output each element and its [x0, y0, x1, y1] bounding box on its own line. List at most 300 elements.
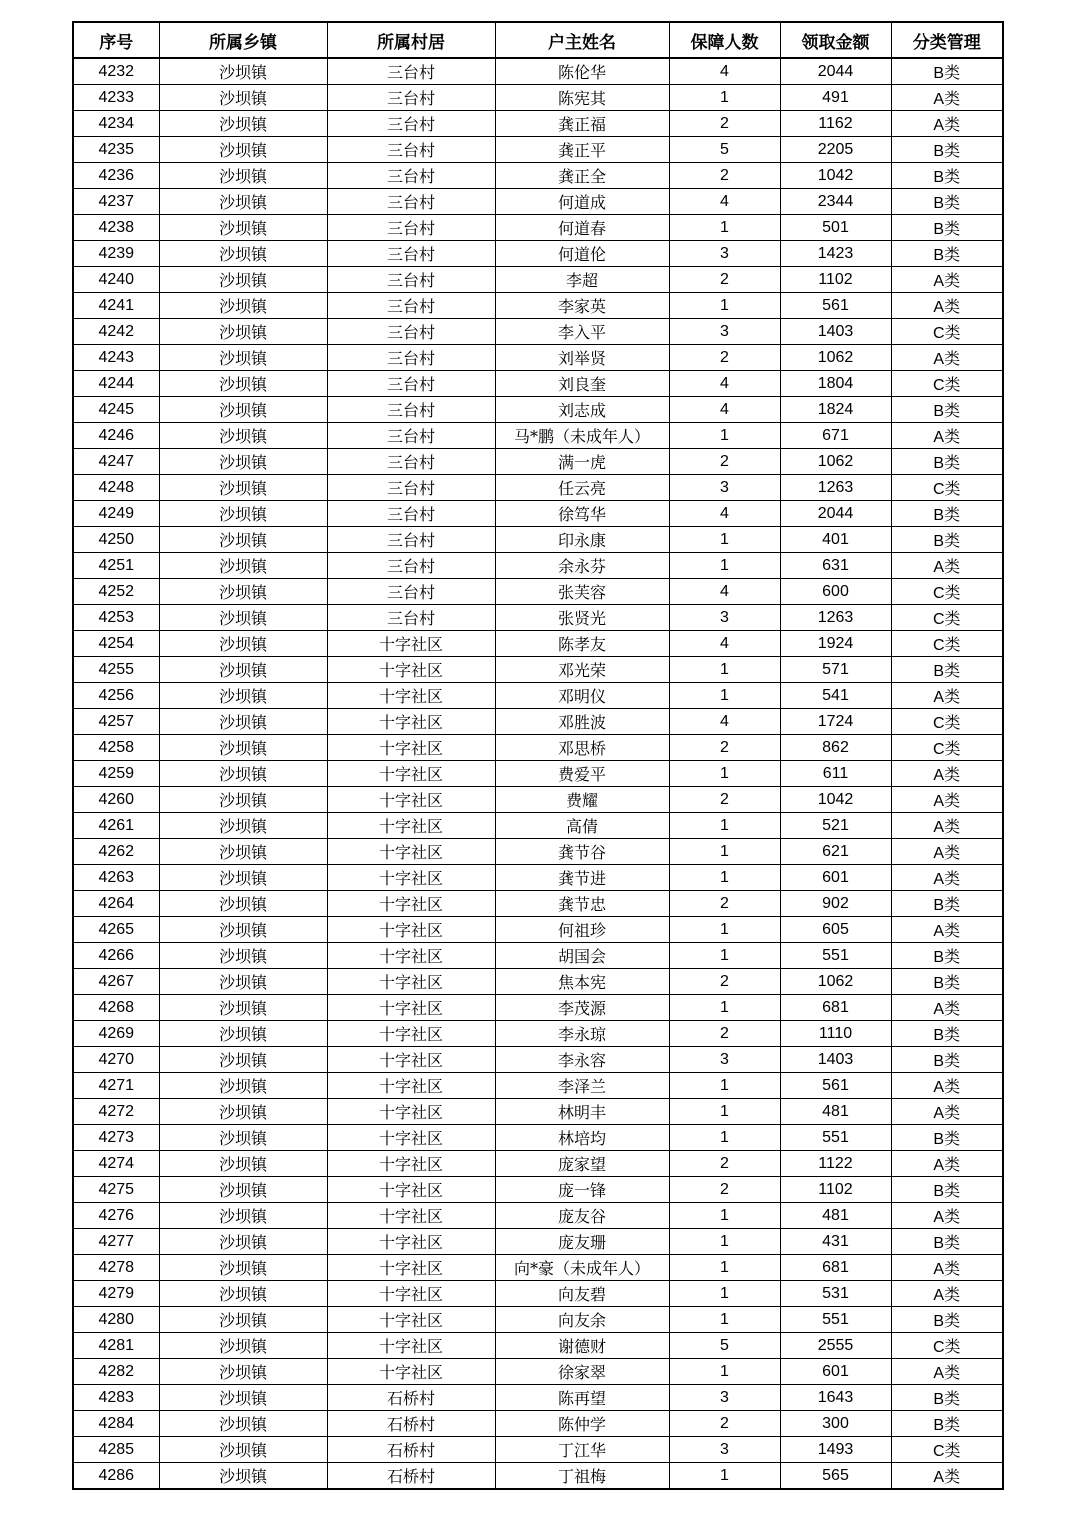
serial-number-cell: 4242	[73, 319, 159, 345]
township-cell: 沙坝镇	[159, 1177, 327, 1203]
table-row	[73, 189, 1003, 215]
covered-persons-cell: 1	[669, 1229, 780, 1255]
serial-number-cell: 4243	[73, 345, 159, 371]
serial-number-cell: 4254	[73, 631, 159, 657]
household-head-cell: 余永芬	[495, 553, 669, 579]
covered-persons-cell: 1	[669, 865, 780, 891]
covered-persons-cell: 2	[669, 1177, 780, 1203]
covered-persons-cell: 4	[669, 579, 780, 605]
serial-number-cell: 4241	[73, 293, 159, 319]
category-cell: B类	[891, 1125, 1003, 1151]
category-cell: B类	[891, 449, 1003, 475]
table-row	[73, 657, 1003, 683]
table-row	[73, 969, 1003, 995]
table-row	[73, 813, 1003, 839]
township-cell: 沙坝镇	[159, 891, 327, 917]
category-cell: A类	[891, 865, 1003, 891]
household-head-cell: 刘志成	[495, 397, 669, 423]
township-cell: 沙坝镇	[159, 449, 327, 475]
township-cell: 沙坝镇	[159, 1021, 327, 1047]
household-head-cell: 林培均	[495, 1125, 669, 1151]
table-row	[73, 1073, 1003, 1099]
serial-number-cell: 4247	[73, 449, 159, 475]
amount-cell: 1724	[780, 709, 891, 735]
village-cell: 三台村	[327, 345, 495, 371]
amount-cell: 300	[780, 1411, 891, 1437]
covered-persons-cell: 2	[669, 1411, 780, 1437]
category-cell: B类	[891, 397, 1003, 423]
serial-number-cell: 4238	[73, 215, 159, 241]
serial-number-cell: 4251	[73, 553, 159, 579]
serial-number-cell: 4269	[73, 1021, 159, 1047]
township-cell: 沙坝镇	[159, 527, 327, 553]
household-head-cell: 胡国会	[495, 943, 669, 969]
township-cell: 沙坝镇	[159, 267, 327, 293]
category-cell: B类	[891, 1307, 1003, 1333]
village-cell: 石桥村	[327, 1385, 495, 1411]
header-row	[73, 22, 1003, 58]
serial-number-cell: 4280	[73, 1307, 159, 1333]
household-head-cell: 庞友珊	[495, 1229, 669, 1255]
township-cell: 沙坝镇	[159, 241, 327, 267]
village-cell: 石桥村	[327, 1463, 495, 1490]
covered-persons-cell: 1	[669, 943, 780, 969]
category-cell: A类	[891, 1463, 1003, 1490]
township-cell: 沙坝镇	[159, 1411, 327, 1437]
amount-cell: 1062	[780, 449, 891, 475]
covered-persons-cell: 2	[669, 1151, 780, 1177]
village-cell: 十字社区	[327, 917, 495, 943]
amount-cell: 1493	[780, 1437, 891, 1463]
covered-persons-cell: 4	[669, 371, 780, 397]
header-category: 分类管理	[891, 22, 1003, 58]
category-cell: A类	[891, 1255, 1003, 1281]
category-cell: C类	[891, 371, 1003, 397]
amount-cell: 1924	[780, 631, 891, 657]
category-cell: C类	[891, 475, 1003, 501]
category-cell: C类	[891, 579, 1003, 605]
table-row	[73, 501, 1003, 527]
table-row	[73, 1255, 1003, 1281]
category-cell: B类	[891, 1021, 1003, 1047]
township-cell: 沙坝镇	[159, 189, 327, 215]
covered-persons-cell: 2	[669, 267, 780, 293]
covered-persons-cell: 4	[669, 189, 780, 215]
serial-number-cell: 4279	[73, 1281, 159, 1307]
township-cell: 沙坝镇	[159, 1281, 327, 1307]
village-cell: 十字社区	[327, 839, 495, 865]
township-cell: 沙坝镇	[159, 1359, 327, 1385]
covered-persons-cell: 1	[669, 657, 780, 683]
covered-persons-cell: 1	[669, 1255, 780, 1281]
category-cell: C类	[891, 735, 1003, 761]
table-row	[73, 527, 1003, 553]
township-cell: 沙坝镇	[159, 163, 327, 189]
village-cell: 十字社区	[327, 865, 495, 891]
covered-persons-cell: 3	[669, 319, 780, 345]
serial-number-cell: 4268	[73, 995, 159, 1021]
category-cell: A类	[891, 1151, 1003, 1177]
table-row	[73, 943, 1003, 969]
category-cell: A类	[891, 1359, 1003, 1385]
household-head-cell: 龚节进	[495, 865, 669, 891]
amount-cell: 681	[780, 995, 891, 1021]
covered-persons-cell: 1	[669, 527, 780, 553]
category-cell: B类	[891, 943, 1003, 969]
category-cell: C类	[891, 319, 1003, 345]
household-head-cell: 陈孝友	[495, 631, 669, 657]
table-row	[73, 709, 1003, 735]
amount-cell: 600	[780, 579, 891, 605]
category-cell: A类	[891, 917, 1003, 943]
table-row	[73, 1333, 1003, 1359]
covered-persons-cell: 3	[669, 475, 780, 501]
category-cell: A类	[891, 683, 1003, 709]
household-head-cell: 龚正福	[495, 111, 669, 137]
serial-number-cell: 4278	[73, 1255, 159, 1281]
table-row	[73, 85, 1003, 111]
household-head-cell: 庞友谷	[495, 1203, 669, 1229]
table-row	[73, 1177, 1003, 1203]
household-head-cell: 向*豪（未成年人）	[495, 1255, 669, 1281]
table-row	[73, 631, 1003, 657]
township-cell: 沙坝镇	[159, 995, 327, 1021]
township-cell: 沙坝镇	[159, 683, 327, 709]
village-cell: 十字社区	[327, 1151, 495, 1177]
category-cell: A类	[891, 995, 1003, 1021]
village-cell: 三台村	[327, 58, 495, 85]
table-row	[73, 1411, 1003, 1437]
table-row	[73, 111, 1003, 137]
category-cell: A类	[891, 423, 1003, 449]
village-cell: 石桥村	[327, 1437, 495, 1463]
household-head-cell: 何道伦	[495, 241, 669, 267]
covered-persons-cell: 1	[669, 293, 780, 319]
covered-persons-cell: 2	[669, 345, 780, 371]
category-cell: C类	[891, 1333, 1003, 1359]
township-cell: 沙坝镇	[159, 657, 327, 683]
category-cell: B类	[891, 1177, 1003, 1203]
table-row	[73, 605, 1003, 631]
covered-persons-cell: 5	[669, 137, 780, 163]
covered-persons-cell: 1	[669, 683, 780, 709]
covered-persons-cell: 2	[669, 163, 780, 189]
category-cell: A类	[891, 839, 1003, 865]
household-head-cell: 费爱平	[495, 761, 669, 787]
category-cell: B类	[891, 1229, 1003, 1255]
serial-number-cell: 4240	[73, 267, 159, 293]
amount-cell: 605	[780, 917, 891, 943]
category-cell: B类	[891, 163, 1003, 189]
village-cell: 三台村	[327, 293, 495, 319]
serial-number-cell: 4239	[73, 241, 159, 267]
village-cell: 三台村	[327, 527, 495, 553]
village-cell: 三台村	[327, 397, 495, 423]
amount-cell: 551	[780, 1307, 891, 1333]
village-cell: 十字社区	[327, 1099, 495, 1125]
village-cell: 三台村	[327, 319, 495, 345]
table-row	[73, 1125, 1003, 1151]
amount-cell: 551	[780, 1125, 891, 1151]
village-cell: 十字社区	[327, 995, 495, 1021]
covered-persons-cell: 1	[669, 917, 780, 943]
amount-cell: 561	[780, 1073, 891, 1099]
serial-number-cell: 4244	[73, 371, 159, 397]
table-row	[73, 1437, 1003, 1463]
village-cell: 十字社区	[327, 1073, 495, 1099]
household-head-cell: 庞一锋	[495, 1177, 669, 1203]
village-cell: 三台村	[327, 241, 495, 267]
village-cell: 三台村	[327, 371, 495, 397]
serial-number-cell: 4284	[73, 1411, 159, 1437]
amount-cell: 565	[780, 1463, 891, 1490]
covered-persons-cell: 3	[669, 605, 780, 631]
table-row	[73, 423, 1003, 449]
township-cell: 沙坝镇	[159, 1437, 327, 1463]
township-cell: 沙坝镇	[159, 423, 327, 449]
table-body	[73, 58, 1003, 1489]
serial-number-cell: 4234	[73, 111, 159, 137]
amount-cell: 541	[780, 683, 891, 709]
household-head-cell: 丁祖梅	[495, 1463, 669, 1490]
category-cell: C类	[891, 631, 1003, 657]
covered-persons-cell: 4	[669, 397, 780, 423]
covered-persons-cell: 1	[669, 423, 780, 449]
village-cell: 十字社区	[327, 657, 495, 683]
serial-number-cell: 4255	[73, 657, 159, 683]
table-row	[73, 345, 1003, 371]
header-serial-number: 序号	[73, 22, 159, 58]
village-cell: 三台村	[327, 553, 495, 579]
household-head-cell: 龚节谷	[495, 839, 669, 865]
township-cell: 沙坝镇	[159, 605, 327, 631]
serial-number-cell: 4264	[73, 891, 159, 917]
village-cell: 十字社区	[327, 1255, 495, 1281]
category-cell: B类	[891, 189, 1003, 215]
village-cell: 十字社区	[327, 1125, 495, 1151]
category-cell: B类	[891, 657, 1003, 683]
table-row	[73, 215, 1003, 241]
household-head-cell: 焦本宪	[495, 969, 669, 995]
township-cell: 沙坝镇	[159, 839, 327, 865]
covered-persons-cell: 1	[669, 1099, 780, 1125]
amount-cell: 611	[780, 761, 891, 787]
village-cell: 三台村	[327, 189, 495, 215]
table-row	[73, 761, 1003, 787]
table-row	[73, 1047, 1003, 1073]
amount-cell: 1062	[780, 969, 891, 995]
covered-persons-cell: 1	[669, 1307, 780, 1333]
household-head-cell: 任云亮	[495, 475, 669, 501]
village-cell: 三台村	[327, 579, 495, 605]
village-cell: 十字社区	[327, 1359, 495, 1385]
header-village: 所属村居	[327, 22, 495, 58]
amount-cell: 1423	[780, 241, 891, 267]
amount-cell: 551	[780, 943, 891, 969]
township-cell: 沙坝镇	[159, 787, 327, 813]
covered-persons-cell: 1	[669, 1359, 780, 1385]
household-head-cell: 丁江华	[495, 1437, 669, 1463]
amount-cell: 1042	[780, 787, 891, 813]
table-row	[73, 839, 1003, 865]
household-head-cell: 陈宪其	[495, 85, 669, 111]
covered-persons-cell: 1	[669, 215, 780, 241]
township-cell: 沙坝镇	[159, 58, 327, 85]
serial-number-cell: 4263	[73, 865, 159, 891]
amount-cell: 1403	[780, 319, 891, 345]
amount-cell: 571	[780, 657, 891, 683]
township-cell: 沙坝镇	[159, 553, 327, 579]
household-head-cell: 李超	[495, 267, 669, 293]
village-cell: 十字社区	[327, 943, 495, 969]
header-amount: 领取金额	[780, 22, 891, 58]
serial-number-cell: 4235	[73, 137, 159, 163]
table-row	[73, 787, 1003, 813]
amount-cell: 1062	[780, 345, 891, 371]
table-row	[73, 1151, 1003, 1177]
covered-persons-cell: 4	[669, 501, 780, 527]
serial-number-cell: 4250	[73, 527, 159, 553]
serial-number-cell: 4249	[73, 501, 159, 527]
amount-cell: 481	[780, 1203, 891, 1229]
table-header	[73, 22, 1003, 58]
serial-number-cell: 4261	[73, 813, 159, 839]
category-cell: A类	[891, 1073, 1003, 1099]
township-cell: 沙坝镇	[159, 1047, 327, 1073]
amount-cell: 1643	[780, 1385, 891, 1411]
table-row	[73, 995, 1003, 1021]
serial-number-cell: 4267	[73, 969, 159, 995]
serial-number-cell: 4277	[73, 1229, 159, 1255]
category-cell: B类	[891, 1385, 1003, 1411]
category-cell: A类	[891, 1281, 1003, 1307]
serial-number-cell: 4273	[73, 1125, 159, 1151]
serial-number-cell: 4256	[73, 683, 159, 709]
village-cell: 十字社区	[327, 1203, 495, 1229]
household-head-cell: 向友碧	[495, 1281, 669, 1307]
serial-number-cell: 4276	[73, 1203, 159, 1229]
village-cell: 石桥村	[327, 1411, 495, 1437]
household-head-cell: 何道成	[495, 189, 669, 215]
covered-persons-cell: 1	[669, 813, 780, 839]
amount-cell: 481	[780, 1099, 891, 1125]
township-cell: 沙坝镇	[159, 813, 327, 839]
township-cell: 沙坝镇	[159, 1229, 327, 1255]
table-row	[73, 1307, 1003, 1333]
amount-cell: 601	[780, 865, 891, 891]
table-row	[73, 1281, 1003, 1307]
household-head-cell: 何祖珍	[495, 917, 669, 943]
table-row	[73, 683, 1003, 709]
category-cell: B类	[891, 501, 1003, 527]
household-head-cell: 李入平	[495, 319, 669, 345]
amount-cell: 601	[780, 1359, 891, 1385]
serial-number-cell: 4258	[73, 735, 159, 761]
serial-number-cell: 4262	[73, 839, 159, 865]
village-cell: 三台村	[327, 475, 495, 501]
covered-persons-cell: 1	[669, 1281, 780, 1307]
village-cell: 三台村	[327, 85, 495, 111]
amount-cell: 2555	[780, 1333, 891, 1359]
village-cell: 三台村	[327, 137, 495, 163]
amount-cell: 501	[780, 215, 891, 241]
serial-number-cell: 4236	[73, 163, 159, 189]
covered-persons-cell: 2	[669, 735, 780, 761]
category-cell: A类	[891, 761, 1003, 787]
household-head-cell: 谢德财	[495, 1333, 669, 1359]
serial-number-cell: 4232	[73, 58, 159, 85]
covered-persons-cell: 1	[669, 995, 780, 1021]
category-cell: C类	[891, 1437, 1003, 1463]
covered-persons-cell: 3	[669, 1385, 780, 1411]
township-cell: 沙坝镇	[159, 1307, 327, 1333]
village-cell: 三台村	[327, 111, 495, 137]
serial-number-cell: 4283	[73, 1385, 159, 1411]
village-cell: 十字社区	[327, 709, 495, 735]
covered-persons-cell: 4	[669, 631, 780, 657]
amount-cell: 1102	[780, 1177, 891, 1203]
amount-cell: 491	[780, 85, 891, 111]
covered-persons-cell: 1	[669, 553, 780, 579]
category-cell: A类	[891, 267, 1003, 293]
category-cell: A类	[891, 293, 1003, 319]
amount-cell: 521	[780, 813, 891, 839]
category-cell: C类	[891, 605, 1003, 631]
village-cell: 十字社区	[327, 969, 495, 995]
category-cell: B类	[891, 137, 1003, 163]
amount-cell: 1122	[780, 1151, 891, 1177]
serial-number-cell: 4266	[73, 943, 159, 969]
amount-cell: 1824	[780, 397, 891, 423]
township-cell: 沙坝镇	[159, 579, 327, 605]
village-cell: 十字社区	[327, 1281, 495, 1307]
township-cell: 沙坝镇	[159, 111, 327, 137]
household-head-cell: 李家英	[495, 293, 669, 319]
category-cell: B类	[891, 1047, 1003, 1073]
village-cell: 十字社区	[327, 1177, 495, 1203]
covered-persons-cell: 3	[669, 1437, 780, 1463]
category-cell: A类	[891, 1099, 1003, 1125]
township-cell: 沙坝镇	[159, 137, 327, 163]
household-head-cell: 印永康	[495, 527, 669, 553]
table-row	[73, 397, 1003, 423]
amount-cell: 621	[780, 839, 891, 865]
township-cell: 沙坝镇	[159, 1203, 327, 1229]
table-row	[73, 1099, 1003, 1125]
amount-cell: 1263	[780, 475, 891, 501]
township-cell: 沙坝镇	[159, 1073, 327, 1099]
township-cell: 沙坝镇	[159, 969, 327, 995]
serial-number-cell: 4252	[73, 579, 159, 605]
covered-persons-cell: 4	[669, 709, 780, 735]
serial-number-cell: 4282	[73, 1359, 159, 1385]
township-cell: 沙坝镇	[159, 475, 327, 501]
table-row	[73, 865, 1003, 891]
household-head-cell: 李永琼	[495, 1021, 669, 1047]
village-cell: 十字社区	[327, 631, 495, 657]
serial-number-cell: 4274	[73, 1151, 159, 1177]
serial-number-cell: 4233	[73, 85, 159, 111]
township-cell: 沙坝镇	[159, 371, 327, 397]
category-cell: B类	[891, 215, 1003, 241]
table-row	[73, 917, 1003, 943]
serial-number-cell: 4253	[73, 605, 159, 631]
township-cell: 沙坝镇	[159, 631, 327, 657]
table-row	[73, 241, 1003, 267]
township-cell: 沙坝镇	[159, 1125, 327, 1151]
serial-number-cell: 4259	[73, 761, 159, 787]
amount-cell: 531	[780, 1281, 891, 1307]
